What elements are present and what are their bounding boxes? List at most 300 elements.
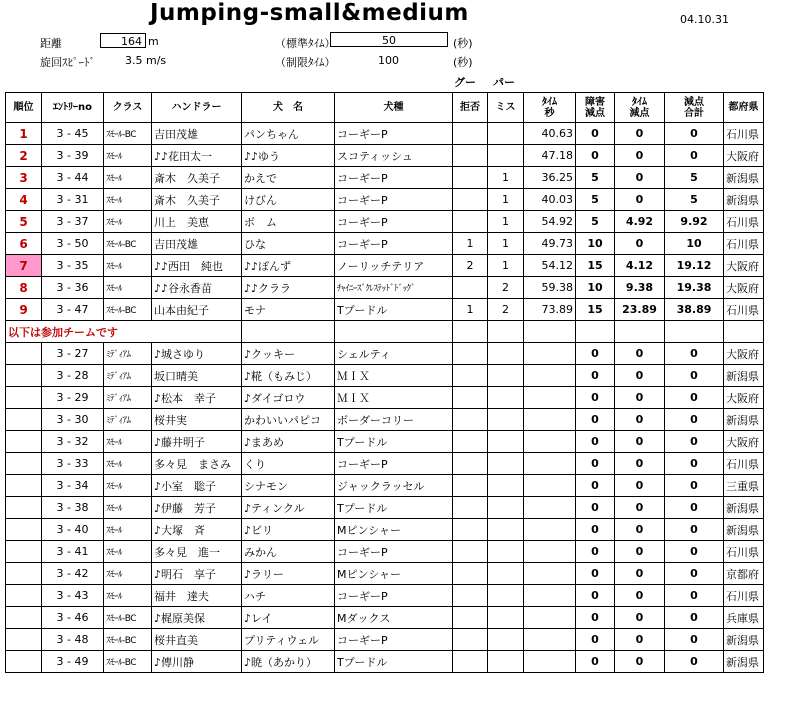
- rank-cell: [6, 651, 42, 673]
- refusal-cell: [453, 563, 488, 585]
- table-row: [6, 409, 764, 431]
- class-cell: ｽﾓｰﾙ: [104, 519, 152, 541]
- time-deduct-cell: 9.38: [615, 277, 665, 299]
- time-cell: [524, 453, 576, 475]
- handler-cell: ♪梶原美保: [152, 607, 242, 629]
- pref-cell: 兵庫県: [724, 607, 764, 629]
- refusal-cell: [453, 123, 488, 145]
- total-deduct-cell: 5: [665, 189, 724, 211]
- handler-cell: 坂口晴美: [152, 365, 242, 387]
- pref-cell: 石川県: [724, 585, 764, 607]
- total-deduct-cell: 38.89: [665, 299, 724, 321]
- rank-cell: 1: [6, 123, 42, 145]
- miss-cell: 2: [488, 299, 524, 321]
- total-deduct-cell: 0: [665, 453, 724, 475]
- total-deduct-cell: 19.38: [665, 277, 724, 299]
- entry-cell: 3 - 44: [42, 167, 104, 189]
- handler-cell: 福井 達夫: [152, 585, 242, 607]
- entry-cell: 3 - 42: [42, 563, 104, 585]
- obstacle-deduct-cell: 0: [576, 123, 615, 145]
- refusal-cell: 2: [453, 255, 488, 277]
- total-deduct-cell: 0: [665, 145, 724, 167]
- total-deduct-cell: 5: [665, 167, 724, 189]
- time-cell: [524, 431, 576, 453]
- class-cell: ｽﾓｰﾙ-BC: [104, 651, 152, 673]
- refusal-cell: [453, 475, 488, 497]
- group-goo-label: グー: [454, 76, 476, 89]
- rank-cell: [6, 585, 42, 607]
- miss-cell: 2: [488, 277, 524, 299]
- rank-cell: 9: [6, 299, 42, 321]
- time-deduct-cell: 0: [615, 123, 665, 145]
- pref-cell: 石川県: [724, 233, 764, 255]
- handler-cell: 桜井実: [152, 409, 242, 431]
- entry-cell: 3 - 37: [42, 211, 104, 233]
- entry-cell: 3 - 48: [42, 629, 104, 651]
- time-deduct-cell: 0: [615, 189, 665, 211]
- time-cell: 47.18: [524, 145, 576, 167]
- handler-cell: 斎木 久美子: [152, 167, 242, 189]
- table-row: [6, 123, 764, 145]
- entry-cell: 3 - 43: [42, 585, 104, 607]
- header-time-line1: ﾀｲﾑ: [542, 96, 557, 108]
- class-cell: ﾐﾃﾞｨｱﾑ: [104, 409, 152, 431]
- miss-cell: [488, 519, 524, 541]
- refusal-cell: [453, 365, 488, 387]
- handler-cell: ♪♪谷永香苗: [152, 277, 242, 299]
- time-cell: [524, 607, 576, 629]
- header-total: [665, 93, 724, 123]
- entry-cell: 3 - 29: [42, 387, 104, 409]
- pref-cell: 石川県: [724, 211, 764, 233]
- dog-cell: ♪ダイゴロウ: [242, 387, 335, 409]
- time-cell: [524, 519, 576, 541]
- obstacle-deduct-cell: 15: [576, 299, 615, 321]
- total-deduct-cell: 9.92: [665, 211, 724, 233]
- rank-cell: 6: [6, 233, 42, 255]
- dog-cell: ♪糀（もみじ）: [242, 365, 335, 387]
- pref-cell: 石川県: [724, 299, 764, 321]
- distance-value: 164: [100, 33, 146, 48]
- dog-cell: ♪ティンクル: [242, 497, 335, 519]
- entry-cell: 3 - 46: [42, 607, 104, 629]
- header-time-line2: 秒: [544, 107, 555, 119]
- refusal-cell: [453, 585, 488, 607]
- obstacle-deduct-cell: 0: [576, 563, 615, 585]
- pref-cell: 大阪府: [724, 387, 764, 409]
- miss-cell: [488, 343, 524, 365]
- obstacle-deduct-cell: 5: [576, 211, 615, 233]
- time-deduct-cell: 0: [615, 365, 665, 387]
- breed-cell: ﾁｬｲﾆｰｽﾞｸﾚｽﾃｯﾄﾞﾄﾞｯｸﾞ: [335, 277, 453, 299]
- time-cell: [524, 585, 576, 607]
- dog-cell: シナモン: [242, 475, 335, 497]
- table-row: [6, 167, 764, 189]
- obstacle-deduct-cell: 10: [576, 277, 615, 299]
- time-cell: [524, 651, 576, 673]
- time-deduct-cell: 0: [615, 233, 665, 255]
- miss-cell: [488, 145, 524, 167]
- time-cell: [524, 409, 576, 431]
- breed-cell: Mピンシャー: [335, 519, 453, 541]
- table-row: [6, 365, 764, 387]
- time-cell: [524, 629, 576, 651]
- time-deduct-cell: 0: [615, 409, 665, 431]
- refusal-cell: [453, 431, 488, 453]
- event-date: 04.10.31: [680, 13, 729, 26]
- dog-cell: みかん: [242, 541, 335, 563]
- time-cell: [524, 541, 576, 563]
- breed-cell: Tプードル: [335, 431, 453, 453]
- dog-cell: ♪クッキー: [242, 343, 335, 365]
- pref-cell: 新潟県: [724, 497, 764, 519]
- table-row: [6, 233, 764, 255]
- pref-cell: 石川県: [724, 123, 764, 145]
- miss-cell: [488, 651, 524, 673]
- total-deduct-cell: 0: [665, 409, 724, 431]
- breed-cell: コーギーP: [335, 233, 453, 255]
- time-deduct-cell: 0: [615, 145, 665, 167]
- obstacle-deduct-cell: 5: [576, 189, 615, 211]
- time-cell: 73.89: [524, 299, 576, 321]
- class-cell: ｽﾓｰﾙ: [104, 255, 152, 277]
- header-refusal: 拒否: [453, 93, 488, 123]
- time-cell: 54.12: [524, 255, 576, 277]
- miss-cell: 1: [488, 189, 524, 211]
- class-cell: ｽﾓｰﾙ: [104, 475, 152, 497]
- time-cell: 40.63: [524, 123, 576, 145]
- distance-label: 距離: [40, 37, 62, 50]
- time-cell: [524, 365, 576, 387]
- table-row: [6, 651, 764, 673]
- refusal-cell: [453, 519, 488, 541]
- pref-cell: 新潟県: [724, 629, 764, 651]
- table-row: [6, 563, 764, 585]
- refusal-cell: [453, 541, 488, 563]
- obstacle-deduct-cell: 5: [576, 167, 615, 189]
- table-row: [6, 343, 764, 365]
- breed-cell: ＭＩＸ: [335, 365, 453, 387]
- total-deduct-cell: 0: [665, 497, 724, 519]
- handler-cell: 山本由紀子: [152, 299, 242, 321]
- dog-cell: モナ: [242, 299, 335, 321]
- total-deduct-cell: 0: [665, 541, 724, 563]
- breed-cell: コーギーP: [335, 541, 453, 563]
- class-cell: ｽﾓｰﾙ: [104, 189, 152, 211]
- time-cell: [524, 497, 576, 519]
- time-deduct-cell: 0: [615, 607, 665, 629]
- pref-cell: 大阪府: [724, 431, 764, 453]
- pref-cell: 新潟県: [724, 651, 764, 673]
- total-deduct-cell: 0: [665, 431, 724, 453]
- obstacle-deduct-cell: 0: [576, 651, 615, 673]
- pref-cell: 大阪府: [724, 255, 764, 277]
- breed-cell: シェルティ: [335, 343, 453, 365]
- time-deduct-cell: 4.92: [615, 211, 665, 233]
- obstacle-deduct-cell: 0: [576, 475, 615, 497]
- total-deduct-cell: 0: [665, 387, 724, 409]
- time-deduct-cell: 0: [615, 343, 665, 365]
- rank-cell: [6, 453, 42, 475]
- time-cell: [524, 563, 576, 585]
- entry-cell: 3 - 38: [42, 497, 104, 519]
- miss-cell: [488, 607, 524, 629]
- obstacle-deduct-cell: 0: [576, 585, 615, 607]
- obstacle-deduct-cell: 0: [576, 343, 615, 365]
- limit-time-label: （制限ﾀｲﾑ）: [275, 56, 336, 69]
- total-deduct-cell: 0: [665, 343, 724, 365]
- obstacle-deduct-cell: 0: [576, 365, 615, 387]
- time-deduct-cell: 0: [615, 563, 665, 585]
- dog-cell: かわいいパピコ: [242, 409, 335, 431]
- total-deduct-cell: 0: [665, 651, 724, 673]
- handler-cell: ♪大塚 斉: [152, 519, 242, 541]
- handler-cell: 川上 美恵: [152, 211, 242, 233]
- dog-cell: ♪♪ゆう: [242, 145, 335, 167]
- handler-cell: 多々見 まさみ: [152, 453, 242, 475]
- handler-cell: ♪松本 幸子: [152, 387, 242, 409]
- class-cell: ｽﾓｰﾙ: [104, 453, 152, 475]
- miss-cell: [488, 387, 524, 409]
- breed-cell: コーギーP: [335, 189, 453, 211]
- miss-cell: [488, 409, 524, 431]
- breed-cell: コーギーP: [335, 167, 453, 189]
- refusal-cell: [453, 607, 488, 629]
- handler-cell: 多々見 進一: [152, 541, 242, 563]
- entry-cell: 3 - 50: [42, 233, 104, 255]
- rank-cell: 8: [6, 277, 42, 299]
- class-cell: ｽﾓｰﾙ-BC: [104, 607, 152, 629]
- class-cell: ﾐﾃﾞｨｱﾑ: [104, 365, 152, 387]
- pref-cell: 三重県: [724, 475, 764, 497]
- refusal-cell: 1: [453, 299, 488, 321]
- pref-cell: 大阪府: [724, 343, 764, 365]
- pref-cell: 大阪府: [724, 277, 764, 299]
- rank-cell: [6, 365, 42, 387]
- time-deduct-cell: 0: [615, 629, 665, 651]
- breed-cell: Mピンシャー: [335, 563, 453, 585]
- refusal-cell: [453, 145, 488, 167]
- header-total-line1: 減点: [684, 96, 704, 108]
- header-miss: ミス: [488, 93, 524, 123]
- entry-cell: 3 - 27: [42, 343, 104, 365]
- entry-cell: 3 - 35: [42, 255, 104, 277]
- refusal-cell: [453, 453, 488, 475]
- refusal-cell: [453, 629, 488, 651]
- class-cell: ｽﾓｰﾙ: [104, 541, 152, 563]
- handler-cell: ♪傳川静: [152, 651, 242, 673]
- rank-cell: 2: [6, 145, 42, 167]
- miss-cell: [488, 431, 524, 453]
- breed-cell: Tプードル: [335, 299, 453, 321]
- rank-cell: [6, 497, 42, 519]
- header-class: クラス: [104, 93, 152, 123]
- breed-cell: ジャックラッセル: [335, 475, 453, 497]
- std-time-label: （標準ﾀｲﾑ）: [275, 37, 336, 50]
- header-time-deduct: [615, 93, 665, 123]
- obstacle-deduct-cell: 10: [576, 233, 615, 255]
- miss-cell: [488, 123, 524, 145]
- table-row: [6, 607, 764, 629]
- table-row: [6, 299, 764, 321]
- refusal-cell: [453, 409, 488, 431]
- total-deduct-cell: 0: [665, 519, 724, 541]
- refusal-cell: [453, 497, 488, 519]
- time-cell: 49.73: [524, 233, 576, 255]
- entry-cell: 3 - 45: [42, 123, 104, 145]
- dog-cell: ♪暁（あかり）: [242, 651, 335, 673]
- class-cell: ｽﾓｰﾙ: [104, 431, 152, 453]
- obstacle-deduct-cell: 0: [576, 431, 615, 453]
- rank-cell: 5: [6, 211, 42, 233]
- handler-cell: ♪伊藤 芳子: [152, 497, 242, 519]
- handler-cell: ♪藤井明子: [152, 431, 242, 453]
- time-deduct-cell: 0: [615, 519, 665, 541]
- refusal-cell: [453, 651, 488, 673]
- rank-cell: [6, 607, 42, 629]
- std-time-unit: (秒): [453, 37, 473, 50]
- refusal-cell: [453, 387, 488, 409]
- total-deduct-cell: 19.12: [665, 255, 724, 277]
- time-deduct-cell: 0: [615, 475, 665, 497]
- notice-row: [6, 321, 764, 343]
- handler-cell: 桜井直美: [152, 629, 242, 651]
- rank-cell: [6, 629, 42, 651]
- handler-cell: ♪小室 聡子: [152, 475, 242, 497]
- class-cell: ｽﾓｰﾙ: [104, 167, 152, 189]
- class-cell: ｽﾓｰﾙ-BC: [104, 299, 152, 321]
- class-cell: ｽﾓｰﾙ: [104, 585, 152, 607]
- total-deduct-cell: 0: [665, 475, 724, 497]
- entry-cell: 3 - 41: [42, 541, 104, 563]
- miss-cell: [488, 629, 524, 651]
- results-table: [5, 92, 764, 673]
- entry-cell: 3 - 39: [42, 145, 104, 167]
- entry-cell: 3 - 40: [42, 519, 104, 541]
- miss-cell: [488, 585, 524, 607]
- dog-cell: ボ ム: [242, 211, 335, 233]
- handler-cell: 吉田茂雄: [152, 233, 242, 255]
- time-cell: [524, 387, 576, 409]
- obstacle-deduct-cell: 15: [576, 255, 615, 277]
- group-paa-label: パー: [493, 76, 515, 89]
- table-row: [6, 497, 764, 519]
- entry-cell: 3 - 36: [42, 277, 104, 299]
- header-time-deduct-line1: ﾀｲﾑ: [632, 96, 647, 108]
- miss-cell: [488, 541, 524, 563]
- time-deduct-cell: 0: [615, 431, 665, 453]
- dog-cell: ひな: [242, 233, 335, 255]
- table-row: [6, 585, 764, 607]
- total-deduct-cell: 0: [665, 123, 724, 145]
- obstacle-deduct-cell: 0: [576, 629, 615, 651]
- dog-cell: ハチ: [242, 585, 335, 607]
- total-deduct-cell: 0: [665, 629, 724, 651]
- time-cell: 59.38: [524, 277, 576, 299]
- dog-cell: かえで: [242, 167, 335, 189]
- dog-cell: ♪♪クララ: [242, 277, 335, 299]
- std-time-value: 50: [330, 32, 448, 47]
- table-row: [6, 519, 764, 541]
- refusal-cell: [453, 189, 488, 211]
- time-deduct-cell: 0: [615, 651, 665, 673]
- total-deduct-cell: 0: [665, 585, 724, 607]
- dog-cell: くり: [242, 453, 335, 475]
- entry-cell: 3 - 33: [42, 453, 104, 475]
- header-total-line2: 合計: [684, 107, 704, 119]
- header-dog: 犬 名: [242, 93, 335, 123]
- rank-cell: [6, 563, 42, 585]
- rank-cell: [6, 343, 42, 365]
- total-deduct-cell: 0: [665, 607, 724, 629]
- breed-cell: コーギーP: [335, 585, 453, 607]
- handler-cell: ♪明石 享子: [152, 563, 242, 585]
- refusal-cell: [453, 167, 488, 189]
- time-deduct-cell: 0: [615, 497, 665, 519]
- entry-cell: 3 - 30: [42, 409, 104, 431]
- entry-cell: 3 - 34: [42, 475, 104, 497]
- breed-cell: コーギーP: [335, 211, 453, 233]
- refusal-cell: [453, 277, 488, 299]
- pref-cell: 大阪府: [724, 145, 764, 167]
- rank-cell: 4: [6, 189, 42, 211]
- dog-cell: パンちゃん: [242, 123, 335, 145]
- class-cell: ｽﾓｰﾙ: [104, 497, 152, 519]
- miss-cell: 1: [488, 167, 524, 189]
- notice-text: 以下は参加チームです: [6, 321, 242, 343]
- time-cell: 36.25: [524, 167, 576, 189]
- time-deduct-cell: 23.89: [615, 299, 665, 321]
- refusal-cell: [453, 343, 488, 365]
- header-handler: ハンドラー: [152, 93, 242, 123]
- table-row: [6, 211, 764, 233]
- refusal-cell: [453, 211, 488, 233]
- class-cell: ｽﾓｰﾙ-BC: [104, 629, 152, 651]
- entry-cell: 3 - 47: [42, 299, 104, 321]
- miss-cell: [488, 475, 524, 497]
- total-deduct-cell: 10: [665, 233, 724, 255]
- obstacle-deduct-cell: 0: [576, 387, 615, 409]
- handler-cell: 吉田茂雄: [152, 123, 242, 145]
- dog-cell: プリティウェル: [242, 629, 335, 651]
- distance-unit: m: [148, 35, 159, 48]
- table-row: [6, 255, 764, 277]
- total-deduct-cell: 0: [665, 365, 724, 387]
- header-pref: 都府県: [724, 93, 764, 123]
- table-row: [6, 431, 764, 453]
- header-time-deduct-line2: 減点: [629, 107, 650, 119]
- dog-cell: ♪ビリ: [242, 519, 335, 541]
- pref-cell: 新潟県: [724, 189, 764, 211]
- breed-cell: Mダックス: [335, 607, 453, 629]
- table-row: [6, 387, 764, 409]
- pref-cell: 石川県: [724, 541, 764, 563]
- miss-cell: [488, 563, 524, 585]
- time-cell: [524, 475, 576, 497]
- obstacle-deduct-cell: 0: [576, 541, 615, 563]
- table-row: [6, 541, 764, 563]
- speed-label: 旋回ｽﾋﾟｰﾄﾞ: [40, 56, 95, 69]
- breed-cell: ノーリッチテリア: [335, 255, 453, 277]
- entry-cell: 3 - 49: [42, 651, 104, 673]
- entry-cell: 3 - 32: [42, 431, 104, 453]
- table-row: [6, 189, 764, 211]
- rank-cell: [6, 409, 42, 431]
- obstacle-deduct-cell: 0: [576, 497, 615, 519]
- entry-cell: 3 - 31: [42, 189, 104, 211]
- table-row: [6, 629, 764, 651]
- breed-cell: コーギーP: [335, 453, 453, 475]
